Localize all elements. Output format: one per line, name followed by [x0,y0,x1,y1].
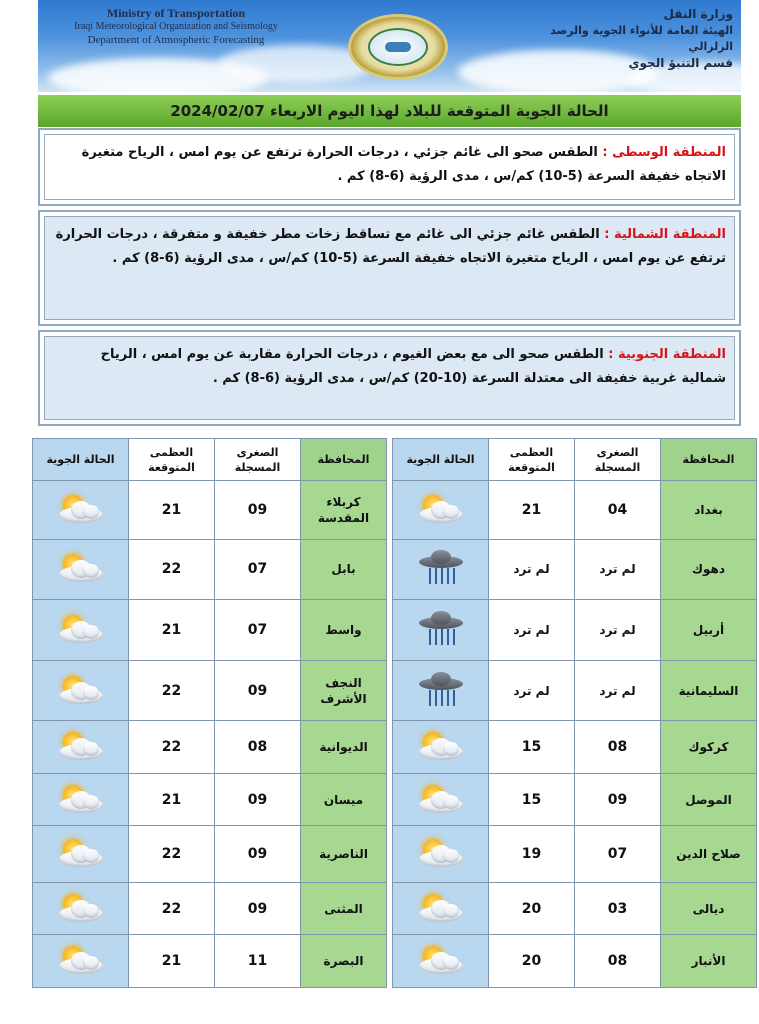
partly-cloudy-icon [55,552,107,586]
partly-cloudy-icon [415,892,467,926]
min-temp: 07 [215,539,301,600]
region-name: المنطقة الوسطى : [602,145,726,160]
governorate-name: النجف الأشرف [301,660,387,721]
partly-cloudy-icon [55,892,107,926]
region-forecast-text: الطقس صحو الى مع بعض الغيوم ، درجات الحرارة مقاربة عن يوم امس ، الرياح شمالية غربية خفيفة الى معتدلة السرعة (10-20) كم/س ، مدى الرؤية (6-8) كم . [100,347,726,386]
partly-cloudy-icon [415,493,467,527]
max-temp: 22 [129,539,215,600]
weather-cell [33,826,129,883]
max-temp: 22 [129,721,215,774]
table-row [33,773,757,826]
min-temp: لم ترد [575,600,661,661]
ministry-name-en: Ministry of Transportation [106,6,246,20]
governorate-name: الناصرية [301,826,387,883]
min-temp: 08 [215,721,301,774]
partly-cloudy-icon [55,493,107,527]
partly-cloudy-icon [415,837,467,871]
min-temp: 09 [575,773,661,826]
weather-cell [33,935,129,988]
max-temp: 21 [129,773,215,826]
min-temp: 07 [215,600,301,661]
header-max-expected: العظمى المتوقعة [129,439,215,481]
english-header [56,6,296,47]
temperature-table [32,438,757,988]
page-title: الحالة الجوية المتوقعة للبلاد لهذا اليوم الاربعاء 2024/02/07 [170,102,609,120]
weather-cell [33,660,129,721]
rain-icon [417,672,465,710]
governorate-name: كركوك [661,721,757,774]
region-name: المنطقة الجنوبية : [608,347,726,362]
organization-logo-icon [348,14,448,80]
region-central-box [38,128,741,206]
weather-cell [393,721,489,774]
partly-cloudy-icon [55,730,107,764]
min-temp: 11 [215,935,301,988]
table-row [33,882,757,935]
max-temp: 22 [129,660,215,721]
max-temp: لم ترد [489,600,575,661]
max-temp: 21 [129,481,215,540]
max-temp: 21 [489,481,575,540]
forecast-title-bar [38,95,741,127]
min-temp: 08 [575,935,661,988]
department-name-ar: قسم التنبؤ الجوي [628,56,733,71]
max-temp: لم ترد [489,660,575,721]
governorate-name: كربلاء المقدسة [301,481,387,540]
weather-cell [33,721,129,774]
weather-cell [33,773,129,826]
min-temp: 09 [215,773,301,826]
organization-name-ar: الهيئة العامة للأنواء الجوية والرصد الزلزالي [550,24,733,54]
weather-cell [393,481,489,540]
min-temp: لم ترد [575,660,661,721]
weather-cell [393,600,489,661]
partly-cloudy-icon [55,783,107,817]
governorate-name: الديوانية [301,721,387,774]
max-temp: 19 [489,826,575,883]
governorate-name: أربيل [661,600,757,661]
max-temp: 20 [489,882,575,935]
partly-cloudy-icon [415,944,467,978]
min-temp: لم ترد [575,539,661,600]
organization-name-en: Iraqi Meteorological Organization and Seismology [74,21,278,32]
rain-icon [417,611,465,649]
header-banner [38,0,741,92]
weather-cell [393,882,489,935]
header-governorate: المحافظة [661,439,757,481]
weather-cell [393,660,489,721]
min-temp: 09 [215,481,301,540]
partly-cloudy-icon [55,837,107,871]
min-temp: 09 [215,826,301,883]
table-header-row [33,439,757,481]
header-governorate: المحافظة [301,439,387,481]
min-temp: 04 [575,481,661,540]
max-temp: 15 [489,721,575,774]
table-row [33,826,757,883]
max-temp: لم ترد [489,539,575,600]
partly-cloudy-icon [415,783,467,817]
governorate-name: ديالى [661,882,757,935]
governorate-name: الموصل [661,773,757,826]
header-max-expected: العظمى المتوقعة [489,439,575,481]
governorate-name: السليمانية [661,660,757,721]
governorate-name: ميسان [301,773,387,826]
table-row [33,539,757,600]
weather-cell [33,481,129,540]
region-south-box [38,330,741,426]
table-row [33,721,757,774]
region-forecast-text: الطقس صحو الى غائم جزئي ، درجات الحرارة ترتفع عن يوم امس ، الرياح متغيرة الاتجاه خفيفة السرعة (5-10) كم/س ، مدى الرؤية (6-8) كم . [81,145,726,184]
table-row [33,481,757,540]
arabic-header [513,6,733,73]
header-min-recorded: الصغرى المسجلة [575,439,661,481]
weather-cell [393,935,489,988]
min-temp: 09 [215,660,301,721]
region-forecast-text: الطقس غائم جزئي الى غائم مع تساقط زخات مطر خفيفة و متفرقة ، درجات الحرارة ترتفع عن يوم امس ، الرياح متغيرة الاتجاه خفيفة السرعة (5-10) كم/س ، مدى الرؤية (6-8) كم . [55,227,726,266]
region-name: المنطقة الشمالية : [604,227,726,242]
header-weather: الحالة الجوية [33,439,129,481]
governorate-name: صلاح الدين [661,826,757,883]
governorate-name: بغداد [661,481,757,540]
header-min-recorded: الصغرى المسجلة [215,439,301,481]
region-north-box [38,210,741,326]
max-temp: 22 [129,882,215,935]
governorate-name: المثنى [301,882,387,935]
table-row [33,660,757,721]
max-temp: 21 [129,935,215,988]
governorate-name: البصرة [301,935,387,988]
partly-cloudy-icon [55,613,107,647]
governorate-name: الأنبار [661,935,757,988]
governorate-name: واسط [301,600,387,661]
partly-cloudy-icon [55,674,107,708]
weather-cell [33,600,129,661]
partly-cloudy-icon [415,730,467,764]
max-temp: 21 [129,600,215,661]
governorate-name: بابل [301,539,387,600]
ministry-name-ar: وزارة النقل [663,7,733,21]
weather-cell [33,539,129,600]
partly-cloudy-icon [55,944,107,978]
max-temp: 22 [129,826,215,883]
max-temp: 15 [489,773,575,826]
department-name-en: Department of Atmospheric Forecasting [87,33,265,46]
max-temp: 20 [489,935,575,988]
min-temp: 09 [215,882,301,935]
table-row [33,600,757,661]
governorate-name: دهوك [661,539,757,600]
min-temp: 08 [575,721,661,774]
weather-cell [393,539,489,600]
weather-cell [33,882,129,935]
weather-cell [393,826,489,883]
rain-icon [417,550,465,588]
table-row [33,935,757,988]
weather-cell [393,773,489,826]
min-temp: 07 [575,826,661,883]
min-temp: 03 [575,882,661,935]
header-weather: الحالة الجوية [393,439,489,481]
